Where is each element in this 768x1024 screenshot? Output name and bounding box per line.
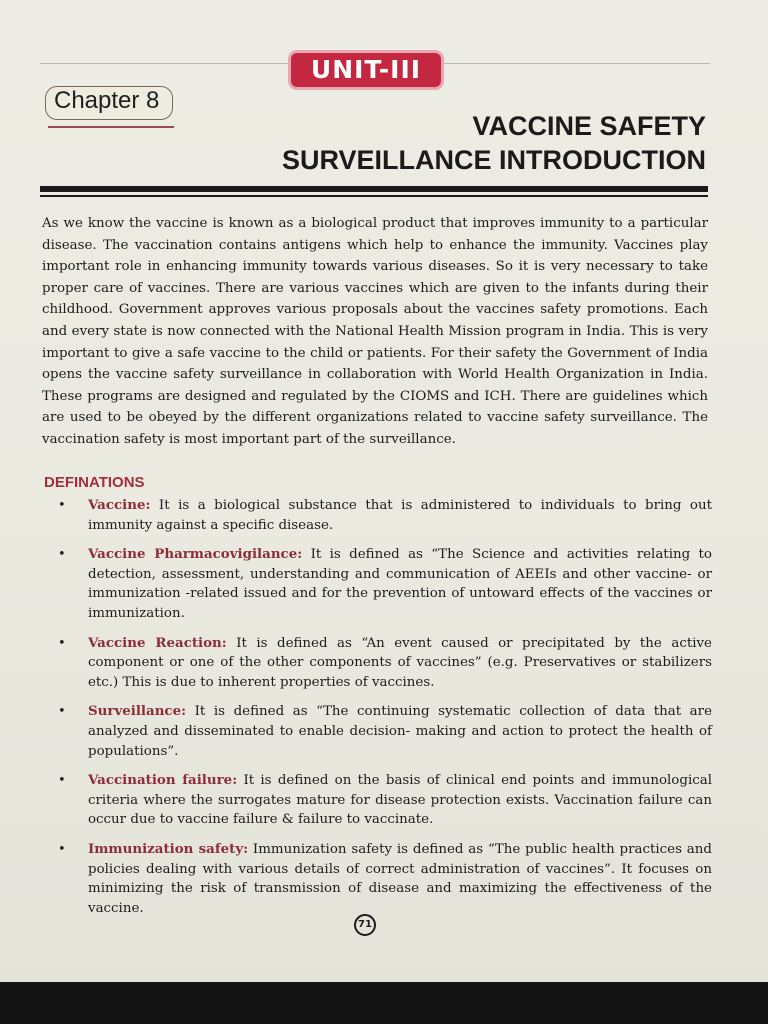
definition-text: It is defined as “The continuing systematic collection of data that are analyzed and disseminated to enable decision- making and action to protect the health of populations”. [88,704,712,759]
chapter-underline [48,126,174,128]
definitions-heading: DEFINATIONS [44,474,145,491]
definition-item-vaccination-failure [56,771,712,830]
definition-item-vaccine [56,496,712,535]
definition-text: It is a biological substance that is administered to individuals to bring out immunity against a specific disease. [88,498,712,533]
chapter-title-line-1: VACCINE SAFETY [472,111,706,141]
definition-term: Vaccine Reaction: [88,634,227,651]
definition-item-vaccine-reaction [56,634,712,693]
bullet-icon: • [58,635,66,651]
bullet-icon: • [58,704,66,720]
page-number: 71 [354,914,376,936]
definition-text: It is defined as “The Science and activities relating to detection, assessment, understanding and communication of AEEIs and other vaccine- or immunization -related issued and for the prevention of untoward effects of the vaccines or immunization. [88,547,712,621]
definition-term: Surveillance: [88,703,187,720]
definition-item-vaccine-pharmacovigilance [56,545,712,623]
unit-badge: UNIT-III [288,50,444,90]
intro-paragraph: As we know the vaccine is known as a biological product that improves immunity to a particular disease. The vaccination contains antigens which help to enhance the immunity. Vaccines play important role in enhancing immunity towards various diseases. So it is very necessary to take proper care of vaccines. There are various vaccines which are given to the infants during their childhood. Government approves various proposals about the vaccines safety promotions. Each and every state is now connected with the National Health Mission program in India. This is very important to give a safe vaccine to the child or patients. For their safety the Government of India opens the vaccine safety surveillance in collaboration with World Health Organization in India. These programs are designed and regulated by the CIOMS and ICH. There are guidelines which are used to be obeyed by the different organizations related to vaccine safety surveillance. The vaccination safety is most important part of the surveillance. [42,216,708,447]
scan-background-edge [0,982,768,1024]
bullet-icon: • [58,773,66,789]
bullet-icon: • [58,841,66,857]
definition-term: Vaccine: [88,497,151,513]
title-rule-thin [40,195,708,197]
definition-item-surveillance [56,702,712,761]
definition-text: Immunization safety is defined as “The public health practices and policies dealing with various details of correct administration of vaccines”. It focuses on minimizing the risk of transmission of disease and maximizing the effectiveness of the vaccine. [88,841,712,916]
definition-text: It is defined as “An event caused or precipitated by the active component or one of the other components of vaccines” (e.g. Preservatives or stabilizers etc.) This is due to inherent properties of vaccines. [88,635,712,690]
definition-term: Vaccination failure: [88,772,238,789]
chapter-label: Chapter 8 [54,87,160,114]
bullet-icon: • [58,498,66,513]
chapter-title-line-2: SURVEILLANCE INTRODUCTION [281,145,706,175]
bullet-icon: • [58,547,66,563]
definitions-list [56,496,712,928]
definition-item-immunization-safety [56,840,712,918]
definition-term: Vaccine Pharmacovigilance: [88,546,303,563]
title-rule-thick [40,186,708,192]
definition-text: It is defined on the basis of clinical end points and immunological criteria where the surrogates mature for disease protection exists. Vaccination failure can occur due to vaccine failure & failure to vaccinate. [88,773,712,828]
definition-term: Immunization safety: [88,840,249,857]
